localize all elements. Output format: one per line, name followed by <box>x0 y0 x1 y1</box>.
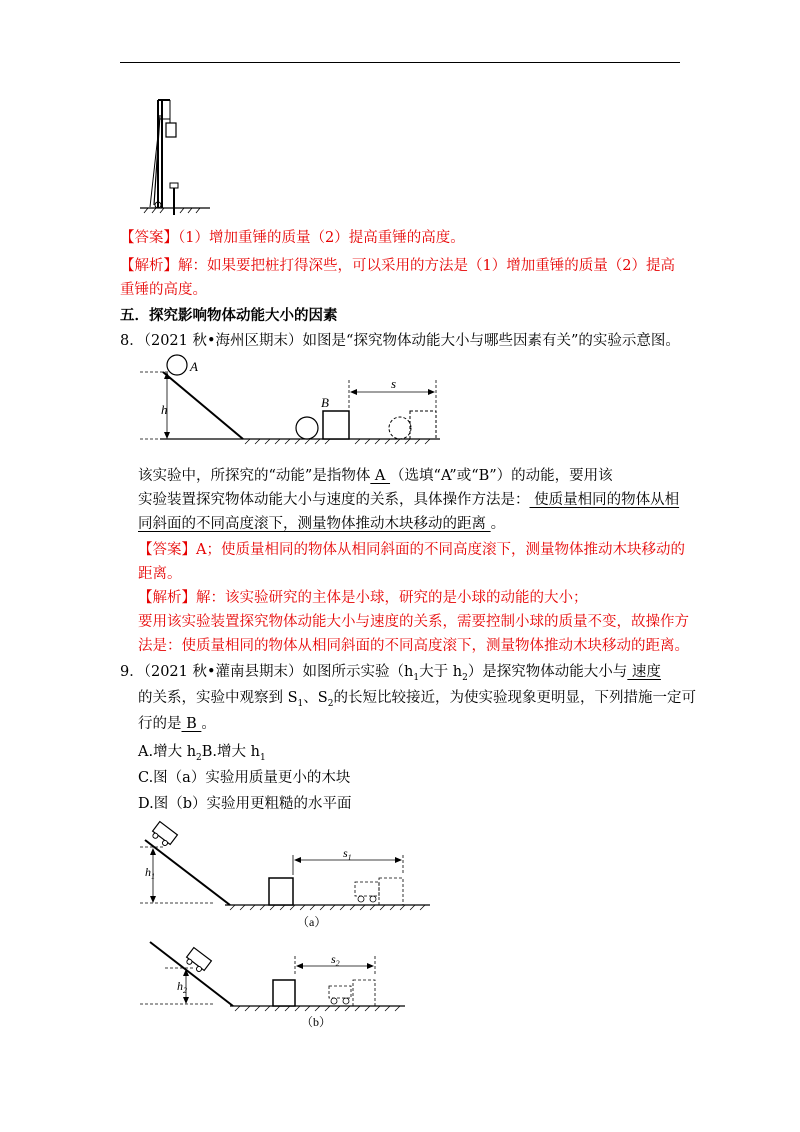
label-s1: $s_1$ <box>343 846 352 862</box>
q9-stem <box>120 662 690 688</box>
section-title: 五．探究影响物体动能大小的因素 <box>120 308 338 324</box>
answer-blank-2-cont: 同斜面的不同高度滚下，测量物体推动木块移动的距离 <box>138 516 491 532</box>
text: 大于 h <box>419 664 463 680</box>
text: 。 <box>490 516 506 532</box>
label-h1: $h_1$ <box>145 865 155 881</box>
q8-answer-line1 <box>138 540 688 560</box>
text: （选填“A”或“B”）的动能，要用该 <box>390 468 613 484</box>
analysis-tag: 【解析】 <box>120 258 178 274</box>
text: 实验装置探究物体动能大小与速度的关系，具体操作方法是： <box>138 492 530 508</box>
pile-driver-figure <box>140 95 210 215</box>
answer-blank-2: B <box>181 716 202 732</box>
analysis-text: 解：如果要把桩打得深些，可以采用的方法是（1）增加重锤的质量（2）提高 <box>178 258 675 274</box>
text: 行的是 <box>138 716 182 732</box>
text: 的长短比较接近，为使实验现象更明显，下列措施一定可 <box>333 690 696 706</box>
text: 。 <box>201 716 216 732</box>
option-b: B.增大 h <box>201 744 260 760</box>
analysis-text: 解：该实验研究的主体是小球，研究的是小球的动能的大小； <box>196 590 588 606</box>
option-a: A.增大 h <box>138 744 197 760</box>
label-s2: $s_2$ <box>331 952 340 968</box>
label-b: B <box>321 395 329 410</box>
cart-ramp-figure-a <box>135 820 435 935</box>
analysis-tag: 【解析】 <box>138 590 196 606</box>
q9-line3 <box>138 714 688 734</box>
q8-analysis-line3: 法是：使质量相同的物体从相同斜面的不同高度滚下，测量物体推动木块移动的距离。 <box>138 638 689 654</box>
q8-analysis-line1 <box>138 588 688 608</box>
question-stem: （2021 秋•海州区期末）如图是“探究物体动能大小与哪些因素有关”的实验示意图。 <box>143 333 680 349</box>
label-a: A <box>190 359 198 374</box>
q8-line2 <box>138 490 688 510</box>
label-s: s <box>391 376 397 391</box>
cart-ramp-figure-b <box>135 940 435 1040</box>
q8-line1 <box>138 466 688 486</box>
q9-line2 <box>138 688 696 714</box>
answer-blank-1: A <box>370 468 391 484</box>
subscript: 2 <box>196 752 202 763</box>
q8-analysis-line2: 要用该实验装置探究物体动能大小与速度的关系，需要控制小球的质量不变，故操作方 <box>138 614 689 630</box>
text: 、S <box>303 690 328 706</box>
q9-option-d: D.图（b）实验用更粗糙的水平面 <box>138 796 352 812</box>
text: 的关系，实验中观察到 S <box>138 690 298 706</box>
label-h2: $h_2$ <box>177 979 187 995</box>
subscript: 2 <box>327 698 334 709</box>
analysis7-line1 <box>120 256 690 276</box>
q9-options-ab <box>138 742 688 768</box>
label-h: h <box>161 402 168 417</box>
q9-option-c: C.图（a）实验用质量更小的木块 <box>138 770 351 786</box>
answer-tag: 【答案】 <box>138 542 196 558</box>
answer-blank-2: 使质量相同的物体从相 <box>529 492 680 508</box>
q8-line3 <box>138 514 688 534</box>
answer7-line <box>120 228 690 248</box>
subscript: 1 <box>297 698 304 709</box>
kinetic-energy-figure <box>135 352 455 447</box>
caption-b: （b） <box>301 1015 332 1029</box>
subscript: 1 <box>413 672 420 683</box>
answer-text: A；使质量相同的物体从相同斜面的不同高度滚下，测量物体推动木块移动的 <box>196 542 685 558</box>
answer-tag: 【答案】 <box>120 230 178 246</box>
text: 该实验中，所探究的“动能”是指物体 <box>138 468 371 484</box>
answer-text: （1）增加重锤的质量（2）提高重锤的高度。 <box>178 230 465 246</box>
question-number: 9． <box>120 664 144 680</box>
answer-blank-1: 速度 <box>627 664 661 680</box>
subscript: 2 <box>462 672 468 683</box>
text: ）是探究物体动能大小与 <box>467 664 628 680</box>
header-rule <box>120 62 680 63</box>
q8-answer-line2: 距离。 <box>138 566 182 582</box>
question-number: 8． <box>120 333 144 349</box>
text: （2021 秋•灌南县期末）如图所示实验（h <box>143 664 414 680</box>
caption-a: （a） <box>297 915 327 929</box>
q8-stem <box>120 331 690 351</box>
subscript: 1 <box>259 752 266 763</box>
analysis7-line2: 重锤的高度。 <box>120 282 207 298</box>
